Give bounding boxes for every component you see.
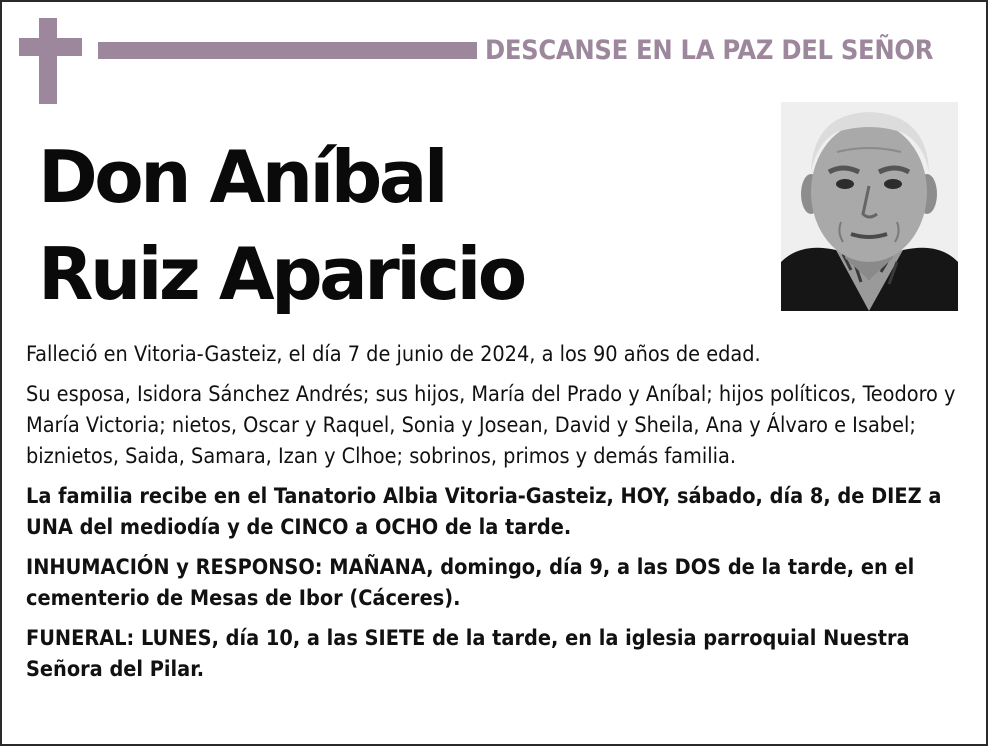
- obituary-body: [26, 339, 966, 694]
- cross-icon: [39, 18, 57, 104]
- deceased-name-line2: Ruiz Aparicio: [38, 232, 524, 316]
- header-rule: [98, 42, 477, 59]
- funeral-info: FUNERAL: LUNES, día 10, a las SIETE de la tarde, en la iglesia parroquial Nuestra Señora del Pilar.: [26, 626, 910, 682]
- header-title: DESCANSE EN LA PAZ DEL SEÑOR: [485, 35, 934, 66]
- deceased-name-line1: Don Aníbal: [38, 135, 446, 219]
- cross-icon-bar: [19, 38, 82, 56]
- wake-info: La familia recibe en el Tanatorio Albia Vitoria-Gasteiz, HOY, sábado, día 8, de DIEZ a UNA del mediodía y de CINCO a OCHO de la tarde.: [26, 484, 942, 540]
- burial-info: INHUMACIÓN y RESPONSO: MAÑANA, domingo, día 9, a las DOS de la tarde, en el cementerio de Mesas de Ibor (Cáceres).: [26, 555, 915, 611]
- portrait-photo: [781, 102, 958, 311]
- family-list: Su esposa, Isidora Sánchez Andrés; sus hijos, María del Prado y Aníbal; hijos políticos, Teodoro y María Victoria; nietos, Oscar y Raquel, Sonia y Josean, David y Sheila, Ana y Álvaro e Isabel; biznietos, Saida, Samara, Izan y Clhoe; sobrinos, primos y demás familia.: [26, 382, 956, 469]
- portrait-illustration: [781, 102, 958, 311]
- death-notice: Falleció en Vitoria-Gasteiz, el día 7 de junio de 2024, a los 90 años de edad.: [26, 342, 761, 367]
